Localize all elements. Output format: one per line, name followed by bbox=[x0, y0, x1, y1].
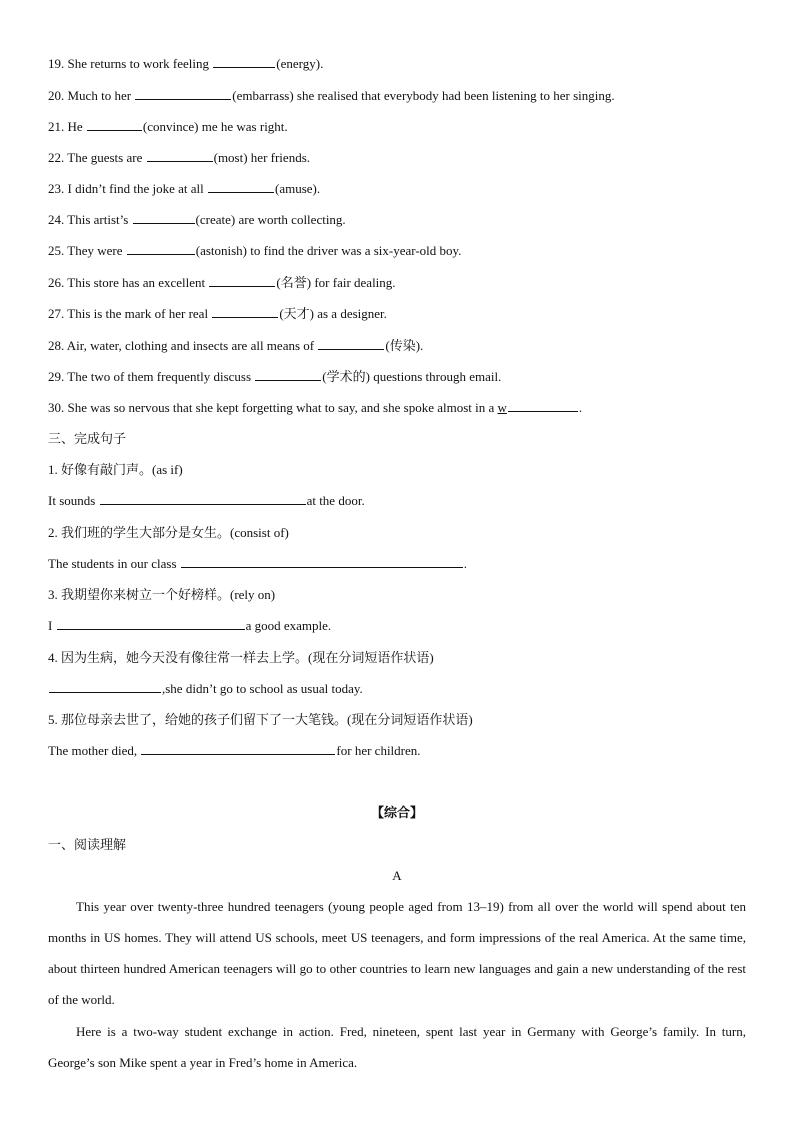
exercise-hint: (amuse). bbox=[274, 181, 321, 196]
passage-paragraph-1: This year over twenty-three hundred teenagers (young people aged from 13–19) from all over the world will spend about ten months in US homes. They will attend US schools, meet US teenagers, and form impressions of the real America. At the same time, about thirteen hundred American teenagers will go to other countries to learn new languages and gain a new understanding of the rest of the world. bbox=[48, 899, 746, 1007]
sentence-answer-line bbox=[48, 617, 331, 635]
exercise-hint: (天才) as a designer. bbox=[279, 306, 387, 321]
section3-heading: 三、完成句子 bbox=[48, 431, 127, 446]
exercise-item bbox=[48, 242, 461, 260]
exercise-item bbox=[48, 368, 501, 386]
answer-blank[interactable] bbox=[212, 305, 278, 318]
answer-blank[interactable] bbox=[318, 337, 384, 350]
sentence-end: for her children. bbox=[336, 743, 421, 758]
passage-paragraph-2: Here is a two-way student exchange in action. Fred, nineteen, spent last year in Germany with George’s family. In turn, George’s son Mike spent a year in Fred’s home in America. bbox=[48, 1024, 746, 1070]
exercise-text: 29. The two of them frequently discuss bbox=[48, 369, 255, 384]
sentence-answer-line bbox=[48, 555, 467, 573]
exercise-item bbox=[48, 55, 323, 73]
answer-blank[interactable] bbox=[508, 399, 578, 412]
sentence-start: It sounds bbox=[48, 493, 99, 508]
answer-blank[interactable] bbox=[49, 680, 161, 693]
exercise-item bbox=[48, 211, 346, 229]
exercise-hint: (embarrass) she realised that everybody had been listening to her singing. bbox=[232, 88, 615, 103]
answer-blank[interactable] bbox=[100, 492, 306, 505]
sentence-end: at the door. bbox=[306, 493, 365, 508]
exercise-text: 30. She was so nervous that she kept forgetting what to say, and she spoke almost in a bbox=[48, 400, 498, 415]
sentence-prompt: 3. 我期望你来树立一个好榜样。(rely on) bbox=[48, 587, 276, 602]
sentence-start: The mother died, bbox=[48, 743, 141, 758]
reading-heading: 一、阅读理解 bbox=[48, 837, 127, 852]
sentence-prompt: 5. 那位母亲去世了，给她的孩子们留下了一大笔钱。(现在分词短语作状语) bbox=[48, 712, 473, 727]
exercise-item bbox=[48, 305, 387, 323]
exercise-item bbox=[48, 180, 320, 198]
sentence-answer-line bbox=[48, 492, 365, 510]
exercise-hint: (传染). bbox=[385, 338, 424, 353]
sentence-start: I bbox=[48, 618, 56, 633]
answer-hint-letter: w bbox=[497, 400, 507, 415]
exercise-text: 21. He bbox=[48, 119, 86, 134]
answer-blank[interactable] bbox=[209, 274, 275, 287]
answer-blank[interactable] bbox=[147, 149, 213, 162]
passage-label: A bbox=[392, 868, 402, 883]
exercise-text: 28. Air, water, clothing and insects are all means of bbox=[48, 338, 318, 353]
sentence-start: The students in our class bbox=[48, 556, 180, 571]
exercise-hint: (名誉) for fair dealing. bbox=[276, 275, 396, 290]
exercise-item bbox=[48, 118, 288, 136]
exercise-item bbox=[48, 337, 423, 355]
exercise-hint: (astonish) to find the driver was a six-year-old boy. bbox=[195, 243, 462, 258]
exercise-text: 27. This is the mark of her real bbox=[48, 306, 212, 321]
exercise-hint: (学术的) questions through email. bbox=[322, 369, 502, 384]
exercise-hint: (energy). bbox=[276, 56, 324, 71]
answer-blank[interactable] bbox=[255, 368, 321, 381]
answer-blank[interactable] bbox=[141, 742, 335, 755]
answer-blank[interactable] bbox=[57, 617, 245, 630]
exercise-text: 26. This store has an excellent bbox=[48, 275, 209, 290]
sentence-prompt: 2. 我们班的学生大部分是女生。(consist of) bbox=[48, 525, 289, 540]
answer-blank[interactable] bbox=[135, 87, 231, 100]
sentence-end: ,she didn’t go to school as usual today. bbox=[162, 681, 363, 696]
exercise-text: 25. They were bbox=[48, 243, 126, 258]
exercise-item bbox=[48, 149, 310, 167]
answer-blank[interactable] bbox=[133, 211, 195, 224]
exercise-text: 19. She returns to work feeling bbox=[48, 56, 213, 71]
sentence-prompt: 4. 因为生病，她今天没有像往常一样去上学。(现在分词短语作状语) bbox=[48, 650, 434, 665]
exercise-text: 22. The guests are bbox=[48, 150, 146, 165]
exercise-text: 24. This artist’s bbox=[48, 212, 132, 227]
exercise-hint: (create) are worth collecting. bbox=[195, 212, 346, 227]
composite-title: 【综合】 bbox=[370, 805, 423, 820]
answer-blank[interactable] bbox=[181, 555, 463, 568]
exercise-text: 23. I didn’t find the joke at all bbox=[48, 181, 207, 196]
answer-blank[interactable] bbox=[127, 242, 195, 255]
answer-blank[interactable] bbox=[213, 55, 275, 68]
exercise-hint: (most) her friends. bbox=[213, 150, 310, 165]
sentence-prompt: 1. 好像有敲门声。(as if) bbox=[48, 462, 183, 477]
exercise-text: 20. Much to her bbox=[48, 88, 135, 103]
sentence-end: a good example. bbox=[245, 618, 332, 633]
exercise-item bbox=[48, 399, 582, 417]
exercise-item bbox=[48, 87, 615, 105]
exercise-hint: . bbox=[578, 400, 583, 415]
sentence-answer-line bbox=[48, 680, 363, 698]
answer-blank[interactable] bbox=[208, 180, 274, 193]
exercise-item bbox=[48, 274, 396, 292]
exercise-hint: (convince) me he was right. bbox=[142, 119, 288, 134]
sentence-end: . bbox=[463, 556, 468, 571]
sentence-answer-line bbox=[48, 742, 421, 760]
answer-blank[interactable] bbox=[87, 118, 142, 131]
